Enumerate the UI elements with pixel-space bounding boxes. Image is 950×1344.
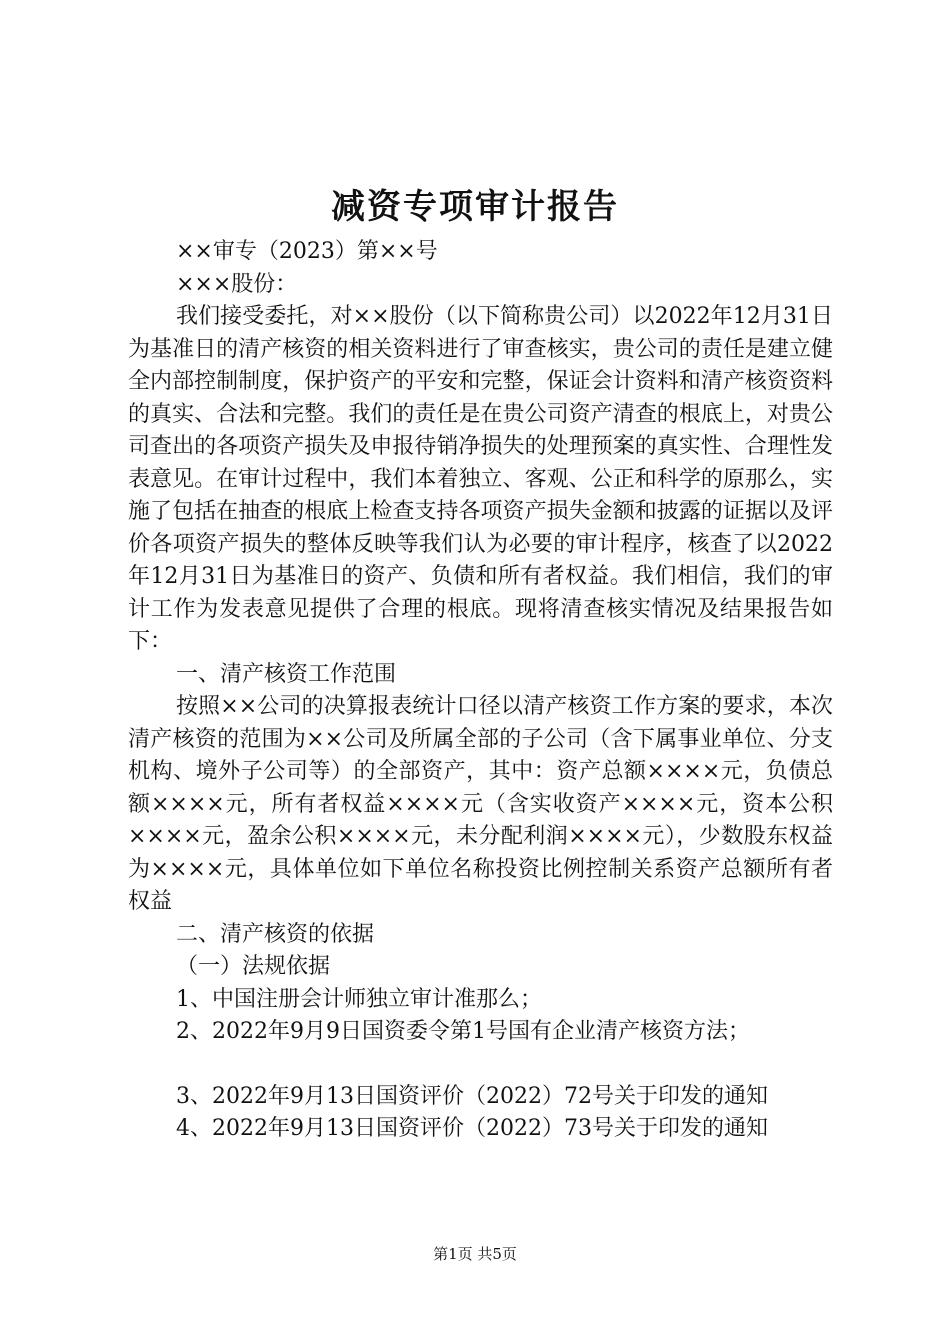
regulation-item: 4、2022年9月13日国资评价（2022）73号关于印发的通知 — [176, 1116, 768, 1141]
page-footer: 第1页 共5页 — [433, 1245, 517, 1263]
section-heading-basis: 二、清产核资的依据 — [176, 921, 375, 947]
report-number: ××审专（2023）第××号 — [176, 239, 438, 264]
scope-paragraph: 按照××公司的决算报表统计口径以清产核资工作方案的要求，本次清产核资的范围为××公司及所属全部的子公司（含下属事业单位、分支机构、境外子公司等）的全部资产，其中：资产总额××××元，负债总额××××元，所有者权益××××元（含实收资产××××元，资本公积××××元，盈余公积××××元，未分配利润××××元），少数股东权益为××××元，具体单位如下单位名称投资比例控制关系资产总额所有者权益 — [128, 694, 833, 914]
document-body — [128, 236, 833, 1146]
blank-line — [128, 1049, 833, 1081]
subsection-heading-regulations: （一）法规依据 — [176, 954, 331, 979]
regulation-item: 3、2022年9月13日国资评价（2022）72号关于印发的通知 — [176, 1083, 768, 1109]
document-title: 减资专项审计报告 — [331, 187, 619, 227]
regulation-item: 2、2022年9月9日国资委令第1号国有企业清产核资方法； — [176, 1019, 750, 1044]
intro-paragraph: 我们接受委托，对××股份（以下简称贵公司）以2022年12月31日为基准日的清产核资的相关资料进行了审查核实，贵公司的责任是建立健全内部控制制度，保护资产的平安和完整，保证会计资料和清产核资资料的真实、合法和完整。我们的责任是在贵公司资产清查的根底上，对贵公司查出的各项资产损失及申报待销净损失的处理预案的真实性、合理性发表意见。在审计过程中，我们本着独立、客观、公正和科学的原那么，实施了包括在抽查的根底上检查支持各项资产损失金额和披露的证据以及评价各项资产损失的整体反映等我们认为必要的审计程序，核查了以2022年12月31日为基准日的资产、负债和所有者权益。我们相信，我们的审计工作为发表意见提供了合理的根底。现将清查核实情况及结果报告如下： — [128, 304, 833, 654]
regulation-item: 1、中国注册会计师独立审计准那么； — [176, 986, 542, 1012]
section-heading-scope: 一、清产核资工作范围 — [176, 661, 397, 687]
addressee: ×××股份： — [176, 271, 298, 297]
